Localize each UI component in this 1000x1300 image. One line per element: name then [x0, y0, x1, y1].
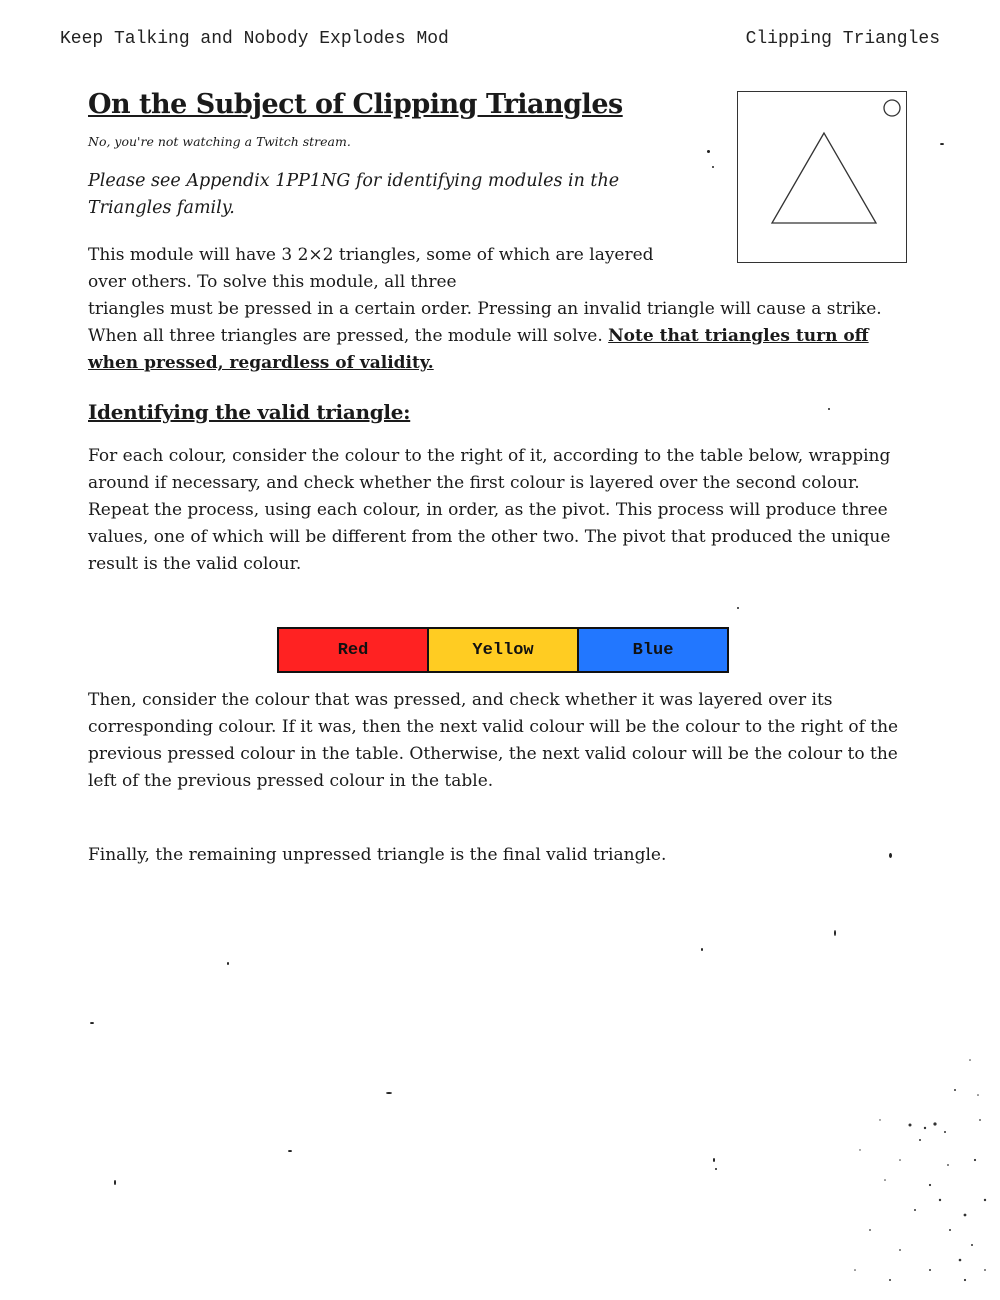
colour-table — [277, 627, 729, 673]
paper-speck — [940, 143, 944, 145]
intro-paragraph-part2 — [88, 296, 918, 377]
colour-cell-yellow: Yellow — [428, 628, 578, 672]
header-module-name: Clipping Triangles — [745, 29, 940, 49]
paper-speck — [715, 1168, 717, 1170]
paper-speck — [737, 607, 739, 609]
paper-speck — [712, 166, 714, 168]
paper-speck — [114, 1180, 116, 1185]
paper-speck — [834, 930, 836, 936]
paper-speck — [386, 1092, 392, 1094]
paper-texture — [760, 1000, 990, 1290]
paper-speck — [288, 1150, 292, 1152]
pivot-paragraph: For each colour, consider the colour to the right of it, according to the table below, wrapping around if necessary, and check whether the first colour is layered over the second colour. Repeat the process, using each colour, in order, as the pivot. This process will produce three values, one of which will be different from the other two. The pivot that produced the unique result is the valid colour. — [88, 446, 891, 574]
module-illustration — [737, 91, 907, 263]
page-title: On the Subject of Clipping Triangles — [88, 89, 623, 120]
next-colour-paragraph: Then, consider the colour that was pressed, and check whether it was layered over its corresponding colour. If it was, then the next valid colour will be the colour to the right of the previous pressed colour in the table. Otherwise, the next valid colour will be the colour to the left of the previous pressed colour in the table. — [88, 690, 899, 791]
status-light-icon — [884, 100, 900, 116]
intro-note: Note that triangles turn off when pressed, regardless of validity. — [88, 326, 869, 373]
colour-cell-blue: Blue — [578, 628, 728, 672]
intro-paragraph-part1: This module will have 3 2×2 triangles, some of which are layered over others. To solve this module, all three — [88, 245, 654, 292]
flavor-text: No, you're not watching a Twitch stream. — [88, 134, 351, 149]
section-heading: Identifying the valid triangle: — [88, 400, 411, 424]
paper-speck — [90, 1022, 94, 1024]
paper-speck — [828, 408, 830, 410]
final-paragraph: Finally, the remaining unpressed triangle is the final valid triangle. — [88, 845, 667, 865]
colour-cell-red: Red — [278, 628, 428, 672]
triangle-icon — [772, 133, 876, 223]
header-game-title: Keep Talking and Nobody Explodes Mod — [60, 29, 449, 49]
paper-speck — [701, 948, 703, 951]
paper-speck — [713, 1158, 715, 1162]
intro-text: triangles must be pressed in a certain order. Pressing an invalid triangle will cause a strike. When all three triangles are pressed, the module will solve. — [88, 299, 882, 346]
paper-speck — [227, 962, 229, 965]
appendix-reference: Please see Appendix 1PP1NG for identifying modules in the Triangles family. — [88, 171, 620, 218]
paper-speck — [707, 150, 710, 153]
